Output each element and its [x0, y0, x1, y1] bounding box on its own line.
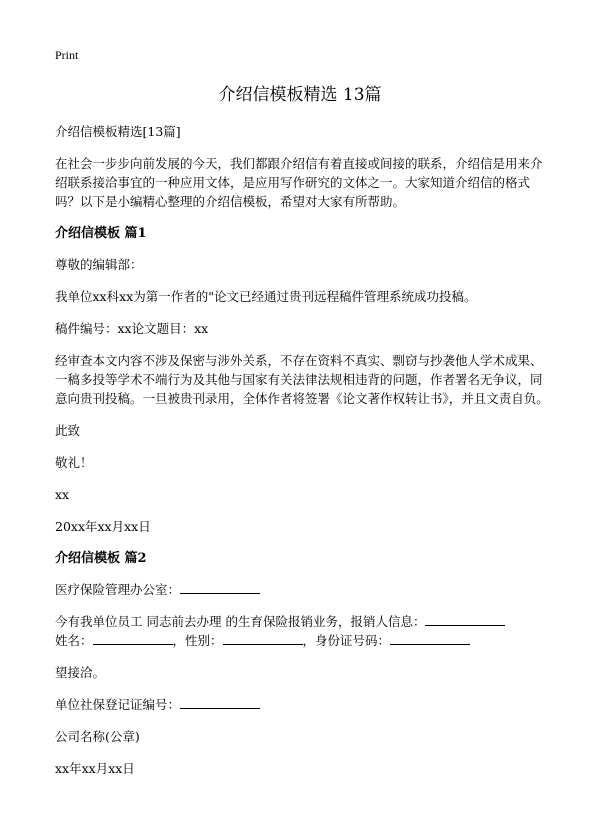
gender-label: ，性别：	[172, 633, 223, 648]
name-label: 姓名：	[55, 633, 93, 648]
section-1-date: 20xx年xx月xx日	[55, 519, 151, 534]
manuscript-number: 稿件编号：xx论文题目：xx	[55, 321, 209, 336]
employee-info-paragraph	[55, 612, 549, 650]
company-name-line: 公司名称(公章)	[55, 729, 140, 744]
signer: xx	[55, 487, 70, 502]
social-security-blank	[180, 696, 260, 709]
subtitle: 介绍信模板精选[13篇]	[55, 124, 181, 139]
info-blank	[425, 613, 505, 626]
contact-line: 望接洽。	[55, 665, 106, 680]
closing-2: 敬礼！	[55, 455, 93, 470]
print-label: Print	[55, 48, 79, 62]
review-paragraph: 经审查本文内容不涉及保密与涉外关系，不存在资料不真实、剽窃与抄袭他人学术成果、一稿多投等学术不端行为及其他与国家有关法律法规相违背的问题，作者署名无争议，同意向贵刊投稿。一旦被贵刊录用，全体作者将签署《论文著作权转让书》，并且文责自负。	[55, 353, 549, 406]
section-2-date: xx年xx月xx日	[55, 761, 135, 776]
gender-blank	[223, 632, 303, 645]
recipient-blank	[180, 581, 260, 594]
section-1-heading: 介绍信模板 篇1	[55, 226, 147, 241]
salutation: 尊敬的编辑部：	[55, 257, 143, 272]
document-body	[55, 122, 549, 791]
person-fields	[55, 633, 470, 648]
id-label: ，身份证号码：	[302, 633, 391, 648]
section-2-heading: 介绍信模板 篇2	[55, 551, 147, 566]
page-title: 介绍信模板精选 13篇	[218, 85, 382, 105]
social-security-label: 单位社保登记证编号：	[55, 697, 181, 712]
employee-info-text: 今有我单位员工 同志前去办理 的生育保险报销业务，报销人信息：	[55, 614, 426, 629]
submission-paragraph: 我单位xx科xx为第一作者的"论文已经通过贵刊远程稿件管理系统成功投稿。	[55, 289, 477, 304]
recipient-line	[55, 580, 549, 599]
name-blank	[93, 632, 173, 645]
intro-paragraph: 在社会一步步向前发展的今天，我们都跟介绍信有着直接或间接的联系，介绍信是用来介绍联系接洽事宜的一种应用文体，是应用写作研究的文体之一。大家知道介绍信的格式吗？以下是小编精心整理的介绍信模板，希望对大家有所帮助。	[55, 156, 543, 209]
id-blank	[390, 632, 470, 645]
closing-1: 此致	[55, 423, 81, 438]
social-security-line	[55, 695, 549, 714]
recipient-label: 医疗保险管理办公室：	[55, 582, 181, 597]
